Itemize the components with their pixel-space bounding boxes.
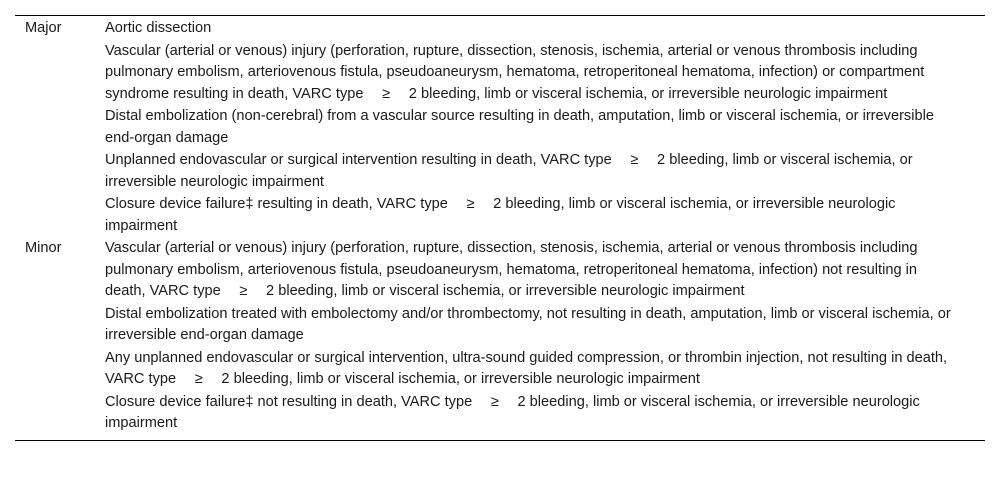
description-cell [105,18,985,238]
category-cell: Minor [25,240,62,256]
list-item: Vascular (arterial or venous) injury (perforation, rupture, dissection, stenosis, ischemia, arterial or venous thrombosis including pulmonary embolism, arteriovenous fistula, pseudoaneurysm, hematoma, retroperitoneal hematoma, infection) not resulting in death, VARC type ≥ 2 bleeding, limb or visceral ischemia, or irreversible neurologic impairment [105,240,918,299]
list-item: Closure device failure‡ not resulting in death, VARC type ≥ 2 bleeding, limb or visceral ischemia, or irreversible neurologic impairment [105,393,920,431]
table-row-minor [15,238,985,436]
list-item: Distal embolization treated with embolectomy and/or thrombectomy, not resulting in death, amputation, limb or visceral ischemia, or irreversible end-organ damage [105,305,951,343]
list-item: Closure device failure‡ resulting in death, VARC type ≥ 2 bleeding, limb or visceral ischemia, or irreversible neurologic impairment [105,196,896,234]
complications-table [15,15,985,441]
list-item: Distal embolization (non-cerebral) from a vascular source resulting in death, amputation, limb or visceral ischemia, or irreversible end-organ damage [105,108,934,146]
list-item: Vascular (arterial or venous) injury (perforation, rupture, dissection, stenosis, ischemia, arterial or venous thrombosis including pulmonary embolism, arteriovenous fistula, pseudoaneurysm, hematoma, retroperitoneal hematoma, infection) or compartment syndrome resulting in death, VARC type ≥ 2 bleeding, limb or visceral ischemia, or irreversible neurologic impairment [105,42,925,102]
list-item: Aortic dissection [105,20,212,36]
category-cell: Major [25,20,62,36]
table [15,18,985,436]
list-item: Any unplanned endovascular or surgical intervention, ultra-sound guided compression, or thrombin injection, not resulting in death, VARC type ≥ 2 bleeding, limb or visceral ischemia, or irreversible neurologic impairment [105,349,948,387]
list-item: Unplanned endovascular or surgical intervention resulting in death, VARC type ≥ 2 bleeding, limb or visceral ischemia, or irreversible neurologic impairment [105,152,913,190]
description-cell [105,238,985,436]
table-row-major [15,18,985,238]
